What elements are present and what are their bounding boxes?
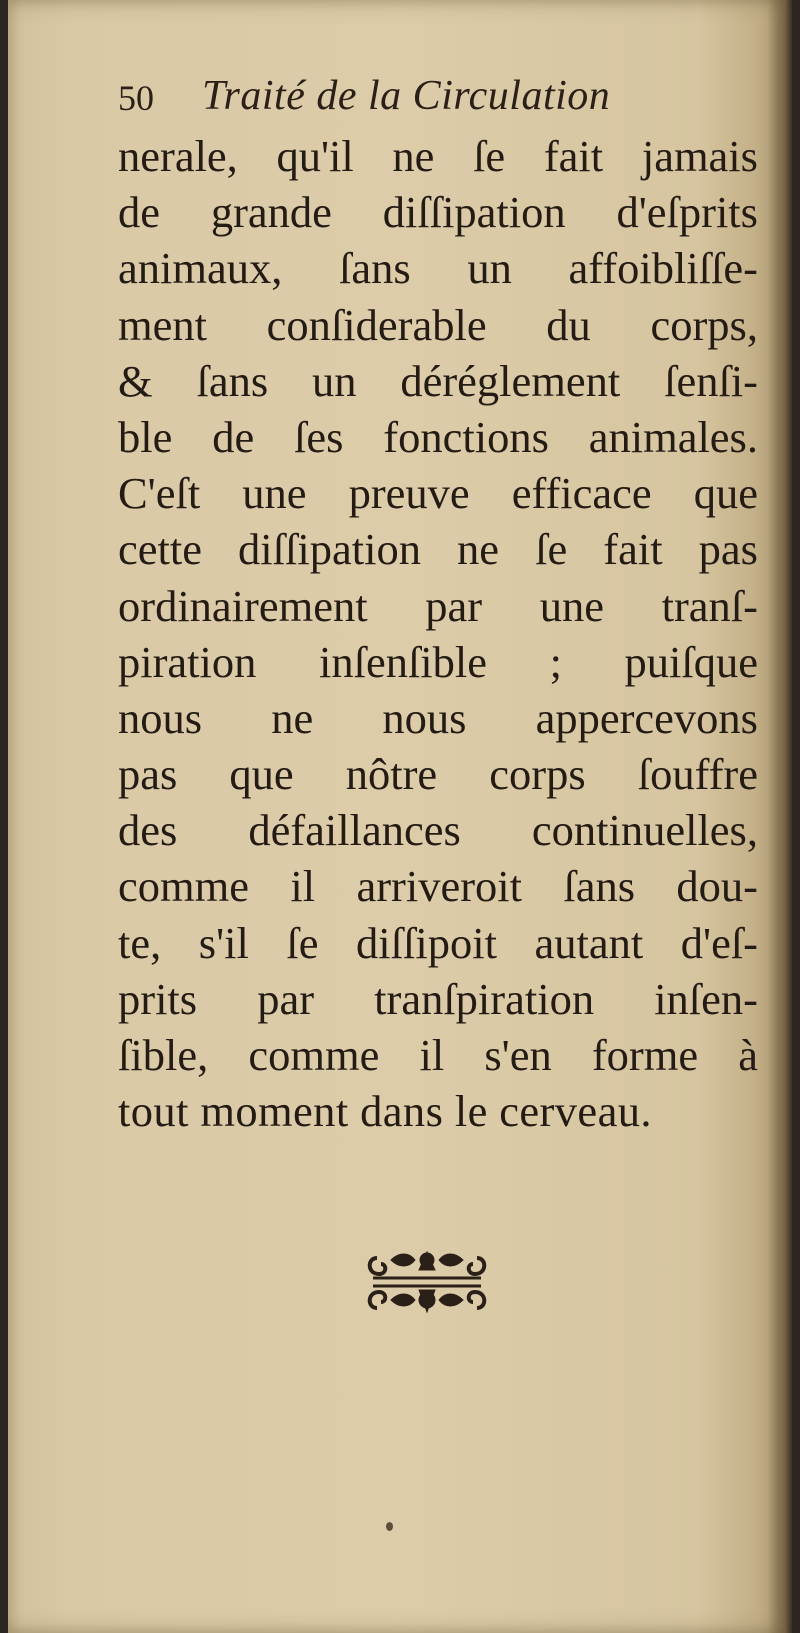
text-line-6: ble de ſes fonctions animales. <box>118 411 758 462</box>
text-line-9: ordinairement par une tranſ- <box>118 580 758 631</box>
page-number: 50 <box>118 78 154 118</box>
text-line-18: tout moment dans le cerveau. <box>118 1086 652 1137</box>
text-line-8: cette diſſipation ne ſe fait pas <box>118 524 758 575</box>
text-line-15: te, s'il ſe diſſipoit autant d'eſ- <box>118 917 758 968</box>
body-text <box>118 128 758 1139</box>
text-line-7: C'eſt une preuve efficace que <box>118 468 758 519</box>
book-page <box>8 0 792 1633</box>
text-line-5: & ſans un déréglement ſenſi- <box>118 355 758 406</box>
text-line-3: animaux, ſans un affoibliſſe- <box>118 243 758 294</box>
page-gutter-shadow <box>768 0 792 1633</box>
text-line-2: de grande diſſipation d'eſprits <box>118 187 758 238</box>
text-line-12: pas que nôtre corps ſouffre <box>118 749 758 800</box>
text-line-14: comme il arriveroit ſans dou- <box>118 861 758 912</box>
text-line-11: nous ne nous appercevons <box>118 692 758 743</box>
text-line-1: nerale, qu'il ne ſe fait jamais <box>118 131 758 181</box>
fleuron-ornament-icon <box>363 1248 491 1318</box>
text-line-16: prits par tranſpiration inſen- <box>118 973 758 1024</box>
text-line-13: des défaillances continuelles, <box>118 805 758 856</box>
running-title: Traité de la Circulation <box>202 73 611 119</box>
running-header <box>118 72 758 124</box>
text-line-17: ſible, comme il s'en forme à <box>118 1030 758 1080</box>
text-line-10: piration inſenſible ; puiſque <box>118 636 758 687</box>
paper-speck <box>386 1522 393 1531</box>
text-line-4: ment conſiderable du corps, <box>118 299 758 350</box>
